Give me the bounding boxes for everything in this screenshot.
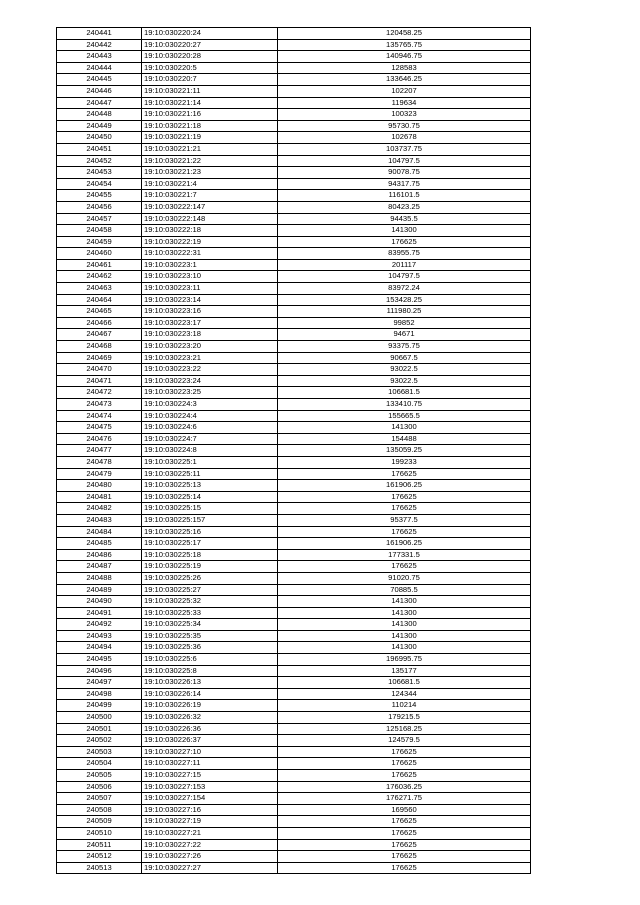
row-number-cell: 240464 (57, 294, 142, 306)
row-number-cell: 240463 (57, 283, 142, 295)
value-cell: 125168.25 (278, 723, 531, 735)
cadastral-number-cell: 19:10:030223:22 (142, 364, 278, 376)
value-cell: 80423.25 (278, 201, 531, 213)
cadastral-number-cell: 19:10:030225:6 (142, 654, 278, 666)
value-cell: 135177 (278, 665, 531, 677)
value-cell: 140946.75 (278, 51, 531, 63)
cadastral-number-cell: 19:10:030227:27 (142, 862, 278, 874)
cadastral-number-cell: 19:10:030227:21 (142, 827, 278, 839)
table-row (57, 607, 531, 619)
row-number-cell: 240465 (57, 306, 142, 318)
cadastral-number-cell: 19:10:030224:7 (142, 433, 278, 445)
cadastral-number-cell: 19:10:030227:10 (142, 746, 278, 758)
table-row (57, 456, 531, 468)
value-cell: 176625 (278, 816, 531, 828)
table-row (57, 793, 531, 805)
table-row (57, 341, 531, 353)
row-number-cell: 240475 (57, 422, 142, 434)
value-cell: 128583 (278, 62, 531, 74)
value-cell: 176625 (278, 236, 531, 248)
table-row (57, 51, 531, 63)
table-row (57, 62, 531, 74)
row-number-cell: 240480 (57, 480, 142, 492)
table-row (57, 352, 531, 364)
cadastral-number-cell: 19:10:030221:18 (142, 120, 278, 132)
row-number-cell: 240442 (57, 39, 142, 51)
table-row (57, 561, 531, 573)
cadastral-number-cell: 19:10:030226:36 (142, 723, 278, 735)
table-row (57, 422, 531, 434)
cadastral-number-cell: 19:10:030225:34 (142, 619, 278, 631)
value-cell: 199233 (278, 456, 531, 468)
cadastral-number-cell: 19:10:030221:14 (142, 97, 278, 109)
table-row (57, 97, 531, 109)
cadastral-number-cell: 19:10:030225:16 (142, 526, 278, 538)
row-number-cell: 240452 (57, 155, 142, 167)
value-cell: 135059.25 (278, 445, 531, 457)
table-row (57, 862, 531, 874)
value-cell: 161906.25 (278, 538, 531, 550)
value-cell: 196995.75 (278, 654, 531, 666)
row-number-cell: 240458 (57, 225, 142, 237)
value-cell: 110214 (278, 700, 531, 712)
cadastral-number-cell: 19:10:030226:14 (142, 688, 278, 700)
table-row (57, 468, 531, 480)
row-number-cell: 240476 (57, 433, 142, 445)
table-row (57, 271, 531, 283)
row-number-cell: 240505 (57, 770, 142, 782)
row-number-cell: 240456 (57, 201, 142, 213)
row-number-cell: 240441 (57, 28, 142, 40)
value-cell: 141300 (278, 619, 531, 631)
row-number-cell: 240466 (57, 317, 142, 329)
value-cell: 176625 (278, 503, 531, 515)
value-cell: 95377.5 (278, 514, 531, 526)
cadastral-number-cell: 19:10:030223:11 (142, 283, 278, 295)
value-cell: 124579.5 (278, 735, 531, 747)
cadastral-number-cell: 19:10:030224:6 (142, 422, 278, 434)
table-row (57, 317, 531, 329)
table-row (57, 503, 531, 515)
row-number-cell: 240486 (57, 549, 142, 561)
value-cell: 176625 (278, 561, 531, 573)
row-number-cell: 240451 (57, 143, 142, 155)
value-cell: 103737.75 (278, 143, 531, 155)
row-number-cell: 240469 (57, 352, 142, 364)
value-cell: 176625 (278, 468, 531, 480)
value-cell: 94435.5 (278, 213, 531, 225)
table-row (57, 851, 531, 863)
table-row (57, 642, 531, 654)
cadastral-number-cell: 19:10:030221:22 (142, 155, 278, 167)
table-row (57, 283, 531, 295)
table-row (57, 804, 531, 816)
row-number-cell: 240445 (57, 74, 142, 86)
value-cell: 83955.75 (278, 248, 531, 260)
row-number-cell: 240485 (57, 538, 142, 550)
value-cell: 201117 (278, 259, 531, 271)
cadastral-number-cell: 19:10:030225:14 (142, 491, 278, 503)
table-row (57, 387, 531, 399)
cadastral-number-cell: 19:10:030220:24 (142, 28, 278, 40)
value-cell: 176036.25 (278, 781, 531, 793)
cadastral-number-cell: 19:10:030226:32 (142, 712, 278, 724)
cadastral-number-cell: 19:10:030223:1 (142, 259, 278, 271)
cadastral-number-cell: 19:10:030223:25 (142, 387, 278, 399)
row-number-cell: 240467 (57, 329, 142, 341)
cadastral-number-cell: 19:10:030225:32 (142, 596, 278, 608)
table-row (57, 155, 531, 167)
cadastral-number-cell: 19:10:030223:18 (142, 329, 278, 341)
table-row (57, 596, 531, 608)
table-row (57, 584, 531, 596)
table-row (57, 619, 531, 631)
row-number-cell: 240460 (57, 248, 142, 260)
value-cell: 177331.5 (278, 549, 531, 561)
row-number-cell: 240450 (57, 132, 142, 144)
value-cell: 176625 (278, 839, 531, 851)
row-number-cell: 240506 (57, 781, 142, 793)
value-cell: 102678 (278, 132, 531, 144)
cadastral-number-cell: 19:10:030227:19 (142, 816, 278, 828)
row-number-cell: 240447 (57, 97, 142, 109)
cadastral-number-cell: 19:10:030225:26 (142, 572, 278, 584)
cadastral-number-cell: 19:10:030222:18 (142, 225, 278, 237)
cadastral-number-cell: 19:10:030225:35 (142, 630, 278, 642)
row-number-cell: 240511 (57, 839, 142, 851)
table-row (57, 109, 531, 121)
table-row (57, 225, 531, 237)
value-cell: 95730.75 (278, 120, 531, 132)
value-cell: 176271.75 (278, 793, 531, 805)
value-cell: 141300 (278, 607, 531, 619)
table-row (57, 677, 531, 689)
cadastral-number-cell: 19:10:030225:36 (142, 642, 278, 654)
row-number-cell: 240503 (57, 746, 142, 758)
row-number-cell: 240512 (57, 851, 142, 863)
row-number-cell: 240449 (57, 120, 142, 132)
table-row (57, 526, 531, 538)
row-number-cell: 240481 (57, 491, 142, 503)
value-cell: 124344 (278, 688, 531, 700)
table-row (57, 375, 531, 387)
row-number-cell: 240455 (57, 190, 142, 202)
table-row (57, 143, 531, 155)
row-number-cell: 240489 (57, 584, 142, 596)
row-number-cell: 240468 (57, 341, 142, 353)
table-row (57, 538, 531, 550)
row-number-cell: 240478 (57, 456, 142, 468)
value-cell: 141300 (278, 596, 531, 608)
cadastral-number-cell: 19:10:030227:153 (142, 781, 278, 793)
table-row (57, 74, 531, 86)
table-row (57, 746, 531, 758)
cadastral-number-cell: 19:10:030225:13 (142, 480, 278, 492)
row-number-cell: 240509 (57, 816, 142, 828)
cadastral-number-cell: 19:10:030221:16 (142, 109, 278, 121)
table-row (57, 688, 531, 700)
table-row (57, 399, 531, 411)
table-row (57, 294, 531, 306)
cadastral-number-cell: 19:10:030221:23 (142, 167, 278, 179)
value-cell: 116101.5 (278, 190, 531, 202)
row-number-cell: 240472 (57, 387, 142, 399)
cadastral-number-cell: 19:10:030225:18 (142, 549, 278, 561)
cadastral-number-cell: 19:10:030221:19 (142, 132, 278, 144)
table-row (57, 120, 531, 132)
value-cell: 90078.75 (278, 167, 531, 179)
table-row (57, 827, 531, 839)
value-cell: 176625 (278, 770, 531, 782)
table-row (57, 236, 531, 248)
cadastral-number-cell: 19:10:030220:28 (142, 51, 278, 63)
row-number-cell: 240507 (57, 793, 142, 805)
row-number-cell: 240484 (57, 526, 142, 538)
table-row (57, 816, 531, 828)
table-row (57, 190, 531, 202)
value-cell: 70885.5 (278, 584, 531, 596)
row-number-cell: 240448 (57, 109, 142, 121)
value-cell: 176625 (278, 827, 531, 839)
row-number-cell: 240474 (57, 410, 142, 422)
cadastral-number-cell: 19:10:030226:13 (142, 677, 278, 689)
table-body (57, 28, 531, 874)
cadastral-number-cell: 19:10:030223:10 (142, 271, 278, 283)
table-row (57, 630, 531, 642)
cadastral-number-cell: 19:10:030227:15 (142, 770, 278, 782)
value-cell: 93022.5 (278, 364, 531, 376)
table-row (57, 700, 531, 712)
table-row (57, 85, 531, 97)
table-row (57, 329, 531, 341)
row-number-cell: 240495 (57, 654, 142, 666)
cadastral-number-cell: 19:10:030221:11 (142, 85, 278, 97)
value-cell: 104797.5 (278, 155, 531, 167)
value-cell: 141300 (278, 630, 531, 642)
cadastral-number-cell: 19:10:030227:26 (142, 851, 278, 863)
value-cell: 176625 (278, 746, 531, 758)
value-cell: 120458.25 (278, 28, 531, 40)
table-row (57, 259, 531, 271)
row-number-cell: 240498 (57, 688, 142, 700)
cadastral-number-cell: 19:10:030227:154 (142, 793, 278, 805)
row-number-cell: 240504 (57, 758, 142, 770)
value-cell: 106681.5 (278, 387, 531, 399)
row-number-cell: 240496 (57, 665, 142, 677)
cadastral-number-cell: 19:10:030224:8 (142, 445, 278, 457)
table-row (57, 364, 531, 376)
row-number-cell: 240473 (57, 399, 142, 411)
row-number-cell: 240494 (57, 642, 142, 654)
cadastral-number-cell: 19:10:030225:11 (142, 468, 278, 480)
value-cell: 94317.75 (278, 178, 531, 190)
table-row (57, 758, 531, 770)
row-number-cell: 240457 (57, 213, 142, 225)
value-cell: 169560 (278, 804, 531, 816)
cadastral-number-cell: 19:10:030225:157 (142, 514, 278, 526)
cadastral-number-cell: 19:10:030227:16 (142, 804, 278, 816)
cadastral-number-cell: 19:10:030225:1 (142, 456, 278, 468)
cadastral-number-cell: 19:10:030227:22 (142, 839, 278, 851)
table-row (57, 433, 531, 445)
value-cell: 141300 (278, 642, 531, 654)
row-number-cell: 240453 (57, 167, 142, 179)
row-number-cell: 240446 (57, 85, 142, 97)
table-row (57, 654, 531, 666)
cadastral-number-cell: 19:10:030223:16 (142, 306, 278, 318)
cadastral-number-cell: 19:10:030225:15 (142, 503, 278, 515)
cadastral-number-cell: 19:10:030223:20 (142, 341, 278, 353)
cadastral-number-cell: 19:10:030220:7 (142, 74, 278, 86)
cadastral-number-cell: 19:10:030225:17 (142, 538, 278, 550)
cadastral-number-cell: 19:10:030221:4 (142, 178, 278, 190)
value-cell: 176625 (278, 758, 531, 770)
cadastral-number-cell: 19:10:030222:31 (142, 248, 278, 260)
cadastral-number-cell: 19:10:030223:21 (142, 352, 278, 364)
value-cell: 100323 (278, 109, 531, 121)
table-row (57, 39, 531, 51)
row-number-cell: 240461 (57, 259, 142, 271)
value-cell: 176625 (278, 491, 531, 503)
cadastral-number-cell: 19:10:030222:19 (142, 236, 278, 248)
value-cell: 141300 (278, 225, 531, 237)
row-number-cell: 240477 (57, 445, 142, 457)
value-cell: 99852 (278, 317, 531, 329)
cadastral-number-cell: 19:10:030221:21 (142, 143, 278, 155)
table-row (57, 306, 531, 318)
cadastral-number-cell: 19:10:030225:27 (142, 584, 278, 596)
row-number-cell: 240490 (57, 596, 142, 608)
row-number-cell: 240482 (57, 503, 142, 515)
row-number-cell: 240471 (57, 375, 142, 387)
row-number-cell: 240470 (57, 364, 142, 376)
table-row (57, 723, 531, 735)
table-row (57, 132, 531, 144)
value-cell: 135765.75 (278, 39, 531, 51)
value-cell: 153428.25 (278, 294, 531, 306)
table-row (57, 781, 531, 793)
value-cell: 133646.25 (278, 74, 531, 86)
cadastral-number-cell: 19:10:030223:17 (142, 317, 278, 329)
value-cell: 104797.5 (278, 271, 531, 283)
table-row (57, 213, 531, 225)
table-row (57, 572, 531, 584)
value-cell: 91020.75 (278, 572, 531, 584)
table-row (57, 665, 531, 677)
cadastral-number-cell: 19:10:030222:148 (142, 213, 278, 225)
cadastral-number-cell: 19:10:030221:7 (142, 190, 278, 202)
row-number-cell: 240454 (57, 178, 142, 190)
data-table (56, 27, 531, 874)
value-cell: 102207 (278, 85, 531, 97)
value-cell: 176625 (278, 851, 531, 863)
table-row (57, 178, 531, 190)
cadastral-number-cell: 19:10:030224:3 (142, 399, 278, 411)
cadastral-number-cell: 19:10:030220:5 (142, 62, 278, 74)
row-number-cell: 240487 (57, 561, 142, 573)
row-number-cell: 240488 (57, 572, 142, 584)
table-row (57, 201, 531, 213)
cadastral-number-cell: 19:10:030224:4 (142, 410, 278, 422)
row-number-cell: 240459 (57, 236, 142, 248)
value-cell: 176625 (278, 526, 531, 538)
value-cell: 83972.24 (278, 283, 531, 295)
row-number-cell: 240501 (57, 723, 142, 735)
value-cell: 176625 (278, 862, 531, 874)
row-number-cell: 240502 (57, 735, 142, 747)
cadastral-number-cell: 19:10:030223:14 (142, 294, 278, 306)
row-number-cell: 240443 (57, 51, 142, 63)
value-cell: 119634 (278, 97, 531, 109)
value-cell: 154488 (278, 433, 531, 445)
table-row (57, 248, 531, 260)
value-cell: 111980.25 (278, 306, 531, 318)
value-cell: 161906.25 (278, 480, 531, 492)
cadastral-number-cell: 19:10:030225:19 (142, 561, 278, 573)
row-number-cell: 240462 (57, 271, 142, 283)
table-row (57, 770, 531, 782)
table-row (57, 410, 531, 422)
cadastral-number-cell: 19:10:030225:33 (142, 607, 278, 619)
table-row (57, 839, 531, 851)
row-number-cell: 240483 (57, 514, 142, 526)
table-row (57, 167, 531, 179)
row-number-cell: 240499 (57, 700, 142, 712)
value-cell: 155665.5 (278, 410, 531, 422)
row-number-cell: 240508 (57, 804, 142, 816)
value-cell: 106681.5 (278, 677, 531, 689)
table-row (57, 445, 531, 457)
row-number-cell: 240492 (57, 619, 142, 631)
row-number-cell: 240493 (57, 630, 142, 642)
row-number-cell: 240497 (57, 677, 142, 689)
table-row (57, 28, 531, 40)
cadastral-number-cell: 19:10:030226:19 (142, 700, 278, 712)
row-number-cell: 240444 (57, 62, 142, 74)
table-row (57, 514, 531, 526)
cadastral-number-cell: 19:10:030225:8 (142, 665, 278, 677)
value-cell: 93022.5 (278, 375, 531, 387)
table-row (57, 735, 531, 747)
value-cell: 133410.75 (278, 399, 531, 411)
cadastral-number-cell: 19:10:030223:24 (142, 375, 278, 387)
table-row (57, 491, 531, 503)
cadastral-number-cell: 19:10:030220:27 (142, 39, 278, 51)
table-row (57, 549, 531, 561)
value-cell: 141300 (278, 422, 531, 434)
row-number-cell: 240513 (57, 862, 142, 874)
cadastral-number-cell: 19:10:030227:11 (142, 758, 278, 770)
row-number-cell: 240500 (57, 712, 142, 724)
value-cell: 179215.5 (278, 712, 531, 724)
table-row (57, 712, 531, 724)
value-cell: 94671 (278, 329, 531, 341)
row-number-cell: 240510 (57, 827, 142, 839)
cadastral-number-cell: 19:10:030222:147 (142, 201, 278, 213)
cadastral-number-cell: 19:10:030226:37 (142, 735, 278, 747)
value-cell: 90667.5 (278, 352, 531, 364)
row-number-cell: 240491 (57, 607, 142, 619)
value-cell: 93375.75 (278, 341, 531, 353)
table-row (57, 480, 531, 492)
row-number-cell: 240479 (57, 468, 142, 480)
